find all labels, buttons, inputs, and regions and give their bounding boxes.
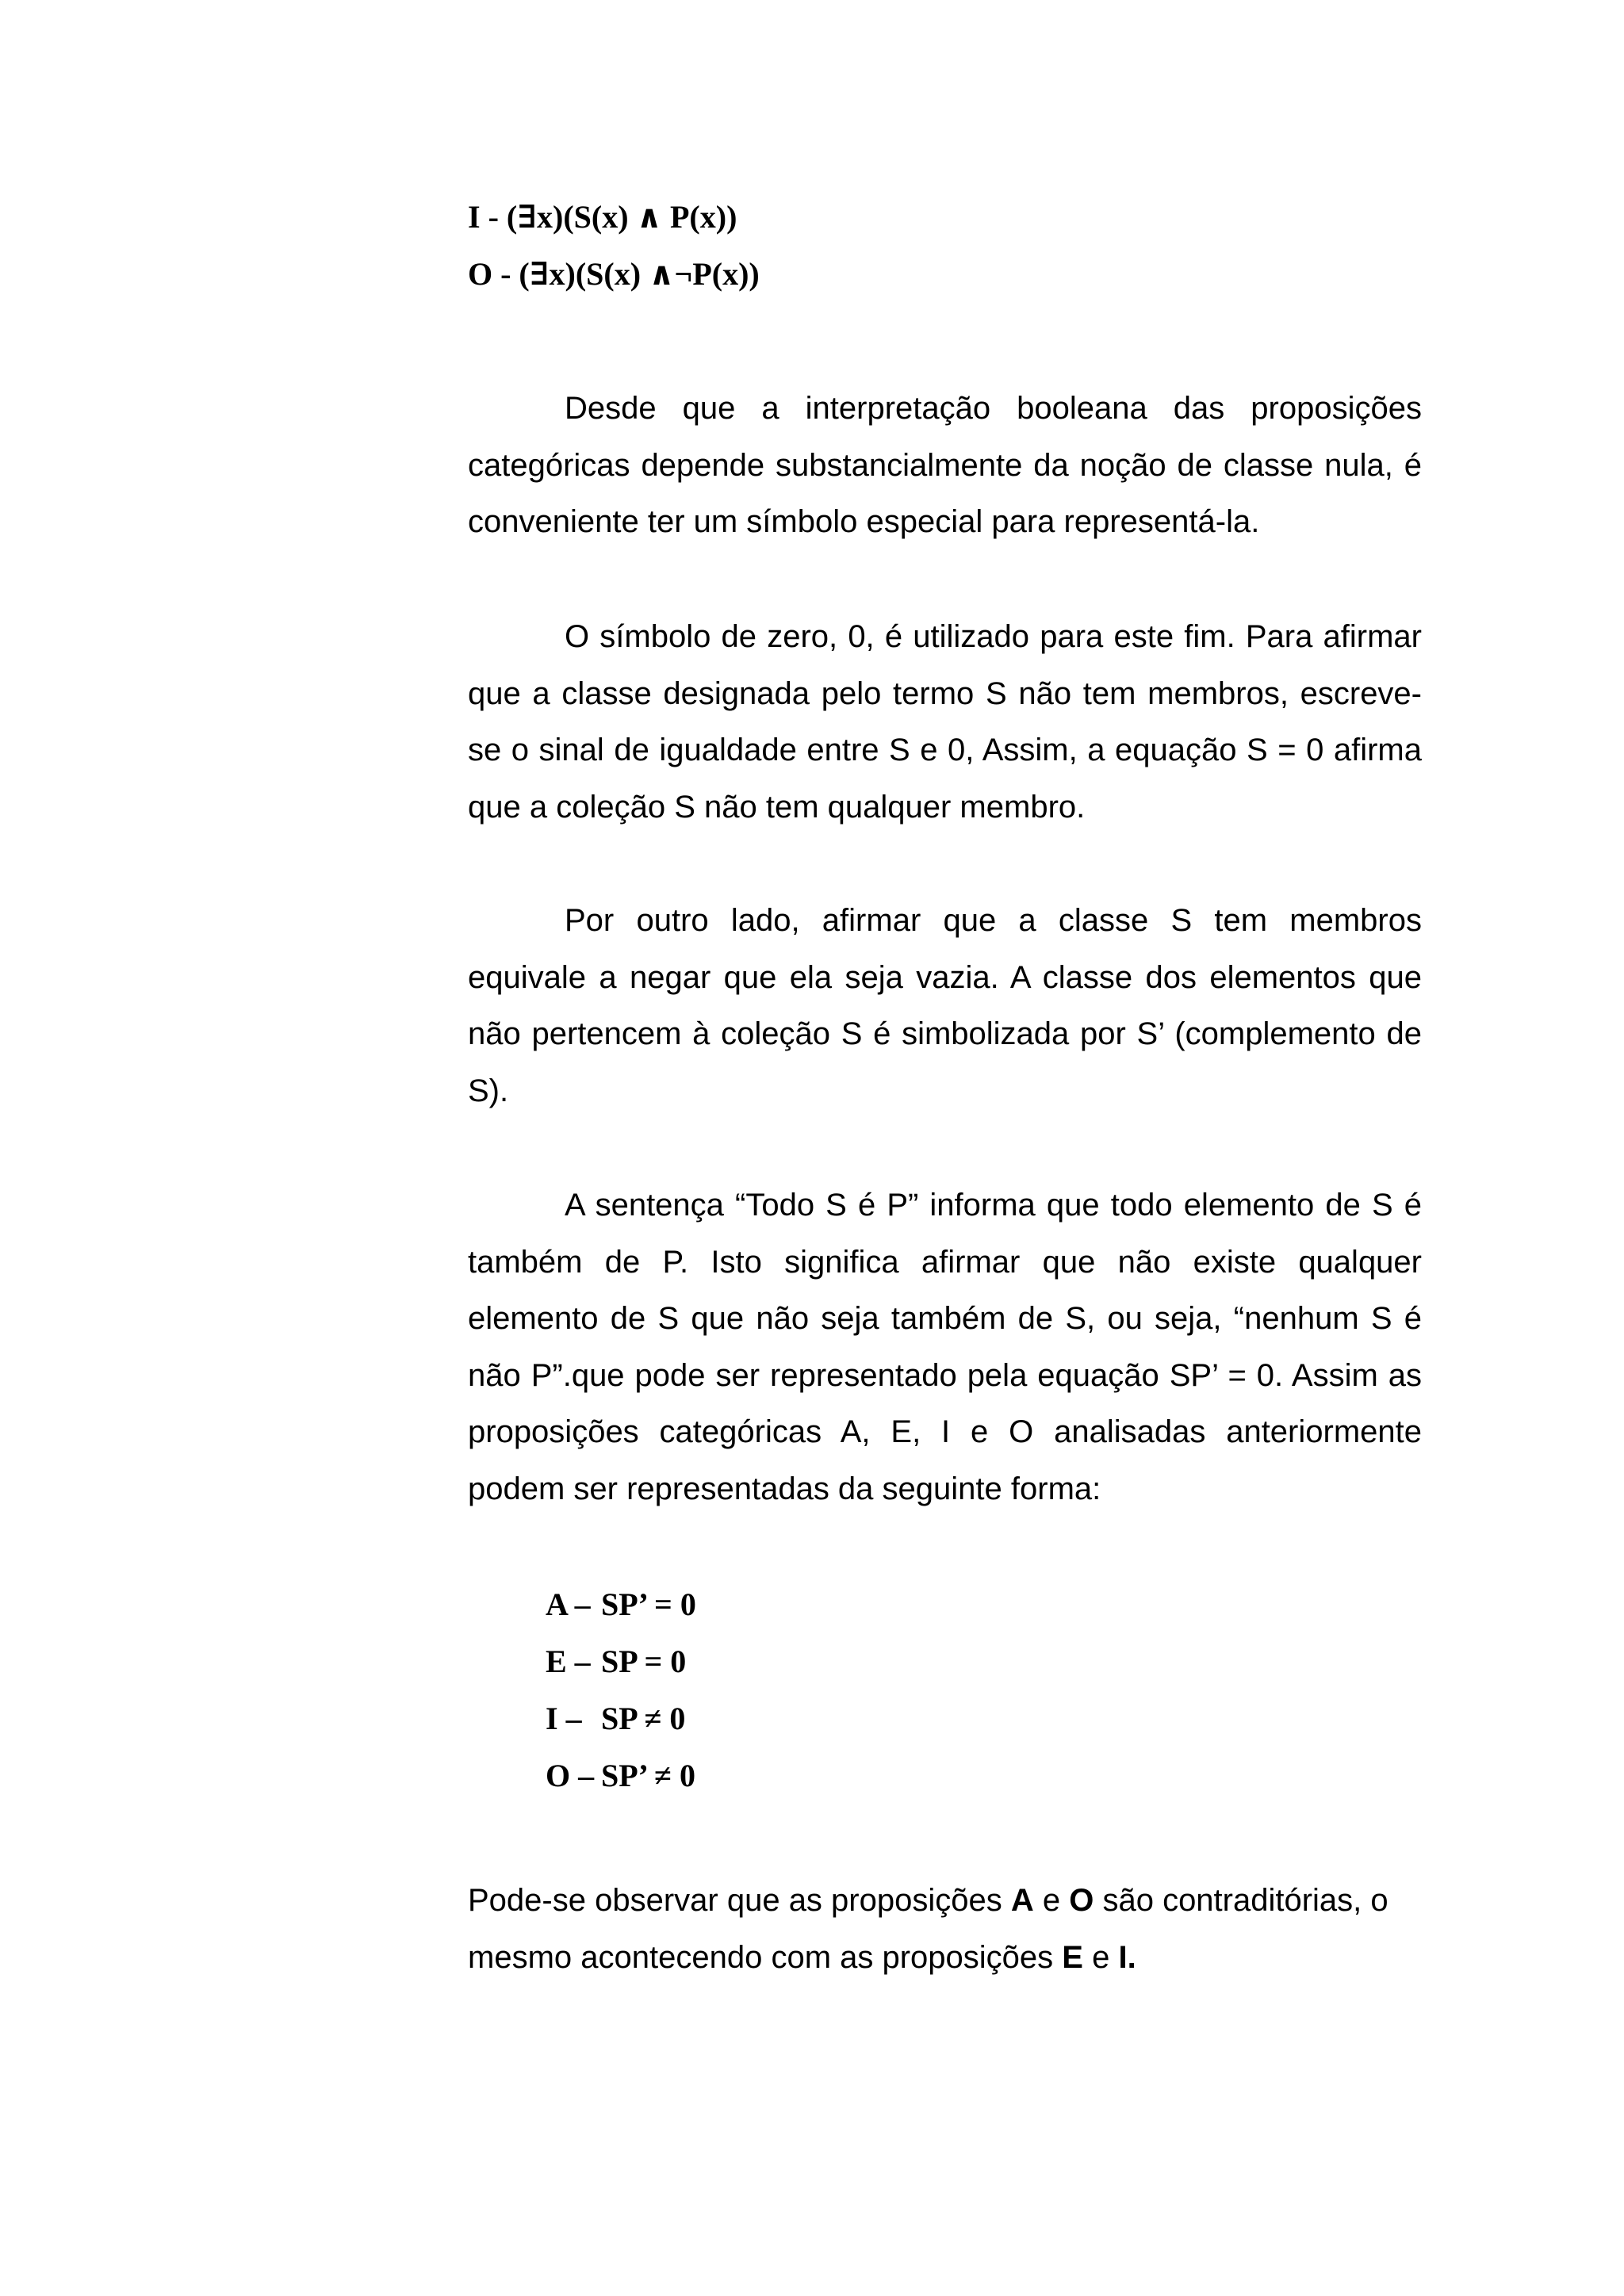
equation-a (546, 1576, 696, 1633)
equation-expr: SP ≠ 0 (601, 1701, 686, 1736)
paragraph-todo-s-e-p: A sentença “Todo S é P” informa que todo elemento de S é também de P. Isto significa afirmar que não existe qualquer elemento de S que não seja também de S, ou seja, “nenhum S é não P”.que pode ser representado pela equação SP’ = 0. Assim as proposições categóricas A, E, I e O analisadas anteriormente podem ser representadas da seguinte forma: (468, 1188, 1422, 1506)
equation-tag: I – (546, 1701, 582, 1736)
paragraph-contradictory: Pode-se observar que as proposições A e O são contraditórias, o mesmo acontecendo com as proposições E e I. (468, 1883, 1388, 1975)
equation-tag: A – (546, 1586, 591, 1622)
equation-expr: SP’ ≠ 0 (601, 1758, 695, 1793)
paragraph-class-complement: Por outro lado, afirmar que a classe S tem membros equivale a negar que ela seja vazia. A classe dos elementos que não pertencem à coleção S é simbolizada por S’ (complemento de S). (468, 903, 1422, 1108)
equation-tag: O – (546, 1758, 595, 1793)
equation-tag: E – (546, 1644, 591, 1679)
equation-i (546, 1690, 696, 1747)
equation-expr: SP = 0 (601, 1644, 687, 1679)
formula-o-existential: O - (∃x)(S(x) ∧¬P(x)) (468, 256, 760, 292)
equation-o (546, 1747, 696, 1804)
paragraph-boolean-interpretation: Desde que a interpretação booleana das proposições categóricas depende substancialmente da noção de classe nula, é conveniente ter um símbolo especial para representá-la. (468, 391, 1422, 539)
equation-expr: SP’ = 0 (601, 1586, 696, 1622)
paragraph-zero-symbol: O símbolo de zero, 0, é utilizado para este fim. Para afirmar que a classe designada pelo termo S não tem membros, escreve-se o sinal de igualdade entre S e 0, Assim, a equação S = 0 afirma que a coleção S não tem qualquer membro. (468, 619, 1422, 825)
equation-e (546, 1633, 696, 1690)
categorical-equations-list (546, 1576, 696, 1804)
formula-i-existential: I - (∃x)(S(x) ∧ P(x)) (468, 199, 737, 235)
